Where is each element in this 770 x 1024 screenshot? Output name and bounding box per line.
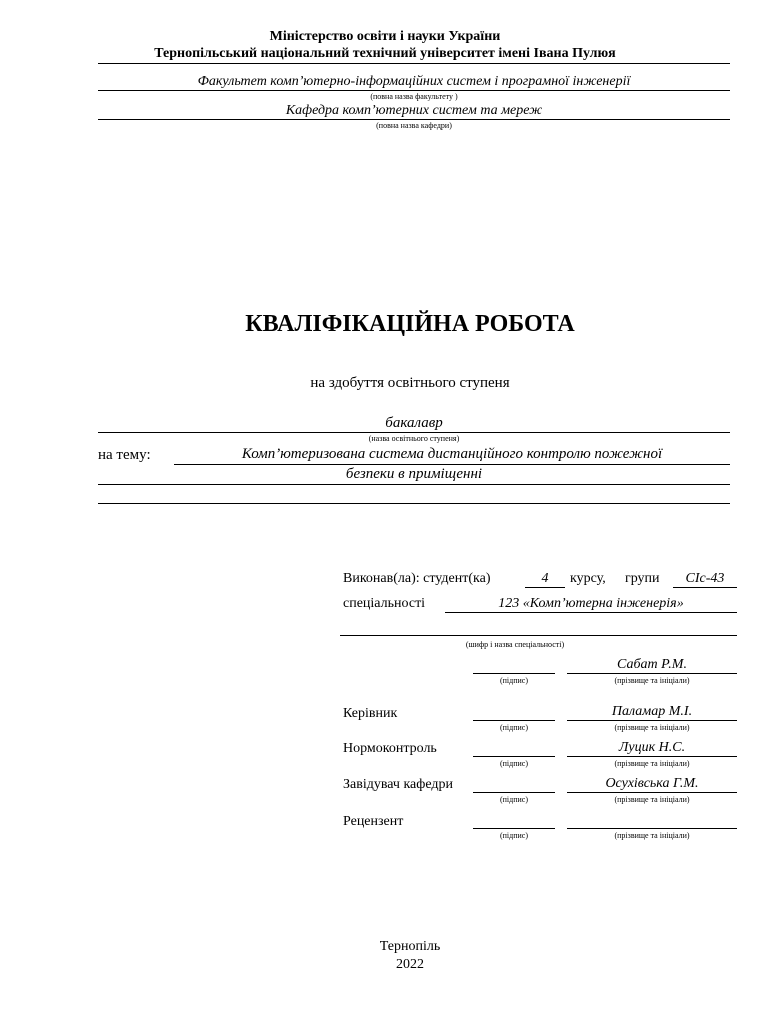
course-label: курсу, [570, 571, 606, 586]
head-of-department-role: Завідувач кафедри [343, 777, 453, 792]
group-label: групи [625, 571, 660, 586]
city: Тернопіль [379, 939, 441, 954]
normcontrol-role: Нормоконтроль [343, 741, 437, 756]
head-name-underline [567, 792, 737, 793]
normcontrol-name-underline [567, 756, 737, 757]
faculty-name: Факультет комп’ютерно-інформаційних систем і програмної інженерії [197, 74, 631, 89]
topic-label: на тему: [98, 447, 151, 463]
topic-underline-2 [98, 484, 730, 485]
name-caption: (прізвище та ініціали) [614, 723, 690, 732]
reviewer-name-underline [567, 828, 737, 829]
name-caption: (прізвище та ініціали) [614, 831, 690, 840]
degree-caption: (назва освітнього ступеня) [368, 434, 460, 443]
course-underline [525, 587, 565, 588]
department-name: Кафедра комп’ютерних систем та мереж [285, 103, 543, 118]
topic-line-2: безпеки в приміщенні [345, 466, 483, 482]
signature-caption: (підпис) [499, 723, 528, 732]
specialty-value: 123 «Комп’ютерна інженерія» [498, 596, 684, 611]
student-signature-line [473, 673, 555, 674]
document-subtitle: на здобуття освітнього ступеня [310, 375, 510, 391]
signature-caption: (підпис) [499, 795, 528, 804]
university-name: Тернопільський національний технічний університет імені Івана Пулюя [154, 46, 616, 61]
supervisor-name: Паламар М.І. [611, 704, 693, 719]
specialty-label: спеціальності [343, 596, 426, 611]
specialty-underline [445, 612, 737, 613]
signature-caption: (підпис) [499, 759, 528, 768]
student-name-underline [567, 673, 737, 674]
divider [98, 63, 730, 64]
reviewer-role: Рецензент [343, 814, 404, 829]
ministry-name: Міністерство освіти і науки України [269, 29, 501, 44]
normcontrol-signature-line [473, 756, 555, 757]
supervisor-name-underline [567, 720, 737, 721]
faculty-caption: (повна назва факультету ) [370, 92, 458, 101]
normcontrol-name: Луцик Н.С. [618, 740, 686, 755]
name-caption: (прізвище та ініціали) [614, 676, 690, 685]
supervisor-role: Керівник [343, 706, 398, 721]
name-caption: (прізвище та ініціали) [614, 795, 690, 804]
signature-caption: (підпис) [499, 676, 528, 685]
head-of-department-name: Осухівська Г.М. [605, 776, 699, 791]
head-signature-line [473, 792, 555, 793]
student-label: Виконав(ла): студент(ка) [343, 571, 491, 586]
year: 2022 [396, 957, 424, 972]
specialty-caption: (шифр і назва спеціальності) [465, 640, 565, 649]
specialty-underline-2 [340, 635, 737, 636]
group-value: СІс-43 [685, 571, 725, 586]
supervisor-signature-line [473, 720, 555, 721]
degree-value: бакалавр [385, 415, 443, 431]
department-underline [98, 119, 730, 120]
topic-underline-3 [98, 503, 730, 504]
topic-line-1: Комп’ютеризована система дистанційного контролю пожежної [241, 446, 663, 462]
document-title: КВАЛІФІКАЦІЙНА РОБОТА [245, 311, 575, 337]
student-name: Сабат Р.М. [617, 657, 687, 672]
course-value: 4 [541, 571, 549, 586]
degree-underline [98, 432, 730, 433]
signature-caption: (підпис) [499, 831, 528, 840]
topic-underline-1 [174, 464, 730, 465]
group-underline [673, 587, 737, 588]
faculty-underline [98, 90, 730, 91]
reviewer-signature-line [473, 828, 555, 829]
department-caption: (повна назва кафедри) [376, 121, 452, 130]
name-caption: (прізвище та ініціали) [614, 759, 690, 768]
